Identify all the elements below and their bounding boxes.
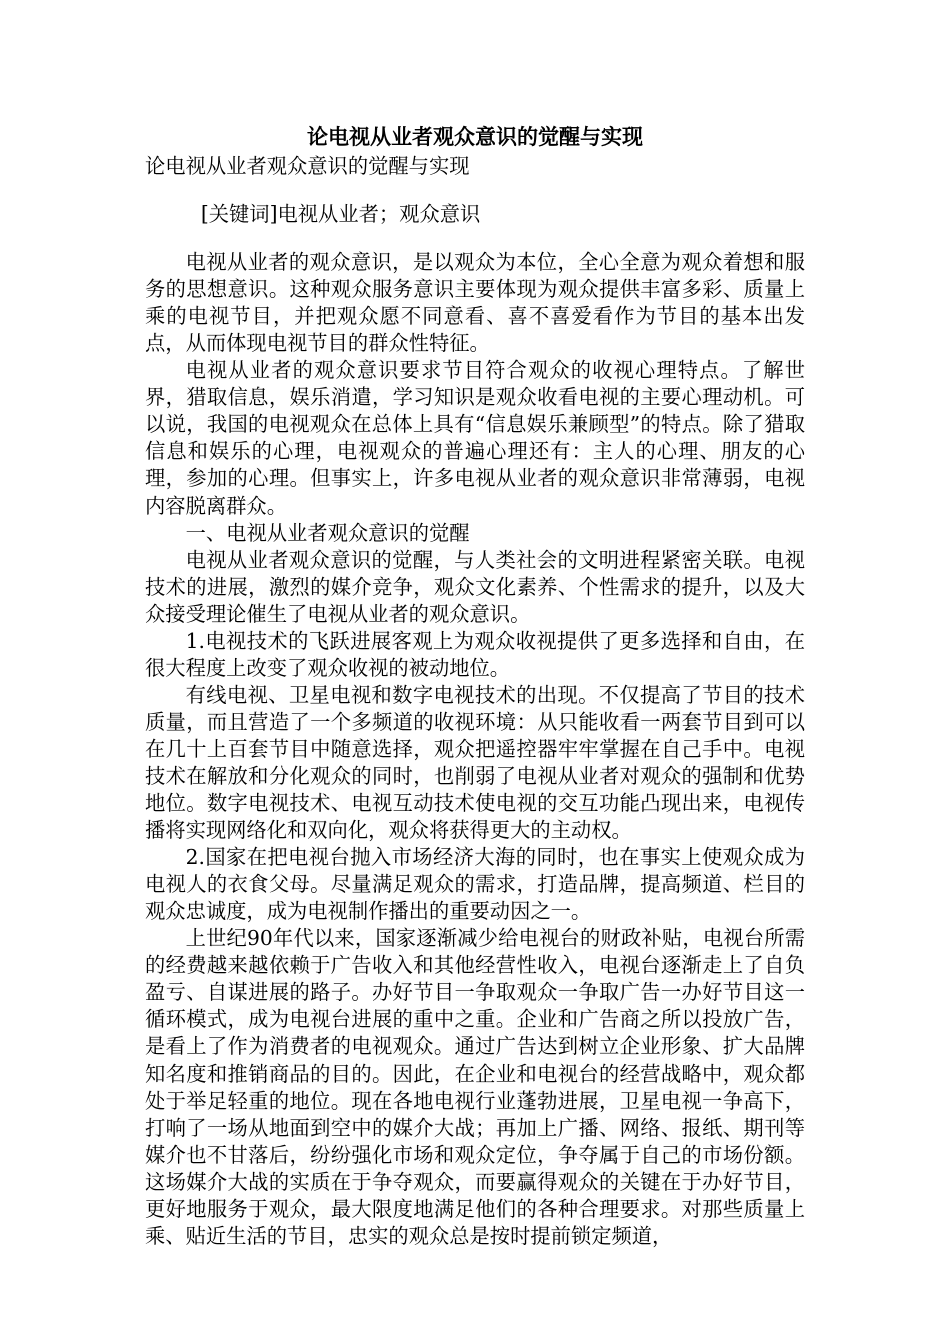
document-subtitle: 论电视从业者观众意识的觉醒与实现 — [145, 154, 470, 178]
paragraph: 上世纪90年代以来，国家逐渐减少给电视台的财政补贴，电视台所需的经费越来越依赖于广告收入和其他经营性收入，电视台逐渐走上了自负盈亏、自谋进展的路子。办好节目一争取观众一争取广告一办好节目这一循环模式，成为电视台进展的重中之重。企业和广告商之所以投放广告，是看上了作为消费者的电视观众。通过广告达到树立企业形象、扩大品牌知名度和推销商品的目的。因此，在企业和电视台的经营战略中，观众都处于举足轻重的地位。现在各地电视行业蓬勃进展，卫星电视一争高下，打响了一场从地面到空中的媒介大战；再加上广播、网络、报纸、期刊等媒介也不甘落后，纷纷强化市场和观众定位，争夺属于自己的市场份额。这场媒介大战的实质在于争夺观众，而要赢得观众的关键在于办好节目，更好地服务于观众，最大限度地满足他们的各种合理要求。对那些质量上乘、贴近生活的节目，忠实的观众总是按时提前锁定频道， — [145, 926, 805, 1248]
paragraph: 1.电视技术的飞跃进展客观上为观众收视提供了更多选择和自由，在很大程度上改变了观众收视的被动地位。 — [145, 628, 805, 680]
spacer — [145, 228, 805, 249]
paragraph: 电视从业者的观众意识要求节目符合观众的收视心理特点。了解世界，猎取信息，娱乐消遣，学习知识是观众收看电视的主要心理动机。可以说，我国的电视观众在总体上具有“信息娱乐兼顾型”的特点。除了猎取信息和娱乐的心理，电视观众的普遍心理还有：主人的心理、朋友的心理，参加的心理。但事实上，许多电视从业者的观众意识非常薄弱，电视内容脱离群众。 — [145, 358, 805, 518]
section-heading: 一、电视从业者观众意识的觉醒 — [185, 520, 470, 545]
paragraph: 有线电视、卫星电视和数字电视技术的出现。不仅提高了节目的技术质量，而且营造了一个多频道的收视环境：从只能收看一两套节目到可以在几十上百套节目中随意选择，观众把遥控器牢牢掌握在自己手中。电视技术在解放和分化观众的同时，也削弱了电视从业者对观众的强制和优势地位。数字电视技术、电视互动技术使电视的交互功能凸现出来，电视传播将实现网络化和双向化，观众将获得更大的主动权。 — [145, 682, 805, 843]
paragraph: 电视从业者的观众意识，是以观众为本位，全心全意为观众着想和服务的思想意识。这种观众服务意识主要体现为观众提供丰富多彩、质量上乘的电视节目，并把观众愿不同意看、喜不喜爱看作为节目的基本出发点，从而体现电视节目的群众性特征。 — [145, 250, 805, 356]
page-title: 论电视从业者观众意识的觉醒与实现 — [307, 124, 643, 149]
spacer — [145, 180, 805, 201]
paragraph: 2.国家在把电视台抛入市场经济大海的同时，也在事实上使观众成为电视人的衣食父母。尽量满足观众的需求，打造品牌，提高频道、栏目的观众忠诚度，成为电视制作播出的重要动因之一。 — [145, 845, 805, 924]
keywords-line: [关键词]电视从业者；观众意识 — [200, 202, 481, 227]
document-body — [145, 153, 805, 1250]
paragraph: 电视从业者观众意识的觉醒，与人类社会的文明进程紧密关联。电视技术的进展，激烈的媒介竞争，观众文化素养、个性需求的提升，以及大众接受理论催生了电视从业者的观众意识。 — [145, 547, 805, 626]
